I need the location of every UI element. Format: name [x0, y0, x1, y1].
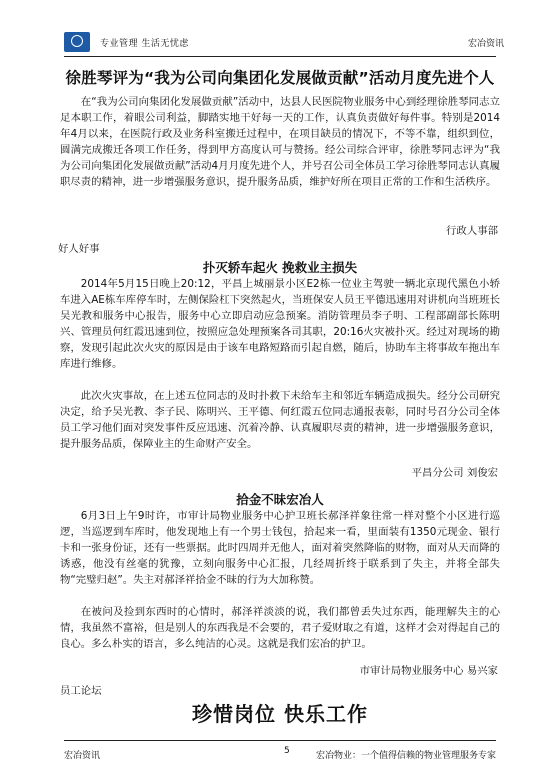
page-header — [64, 32, 504, 54]
article-title: 扑灭轿车起火 挽救业主损失 — [202, 260, 358, 275]
footer-divider — [64, 740, 496, 741]
article-paragraph: 在“我为公司向集团化发展做贡献”活动中，达县人民医院物业服务中心到经理徐胜琴同志立足本职工作，着眼公司利益，脚踏实地干好每一天的工作，认真负责做好每件事。特别是2014年4月以来，在医院行政及业务科室搬迁过程中，在项目缺员的情况下，不等不靠，组织到位，圆满完成搬迁各项工作任务，得到甲方高度认可与赞扬。经公司综合评审，徐胜琴同志评为“我为公司向集团化发展做贡献”活动4月月度先进个人，并号召公司全体员工学习徐胜琴同志认真履职尽责的精神，进一步增强服务意识，提升服务品质，维护好所在项目正常的工作和生活秩序。 — [60, 96, 500, 188]
page-number: 5 — [284, 746, 290, 756]
article-paragraph: 在被问及捡到东西时的心情时，郝泽祥淡淡的说，我们都曾丢失过东西，能理解失主的心情，我虽然不富裕，但是别人的东西我是不会要的，君子爱财取之有道，这样才会对得起自己的良心。多么朴实的语言，多么纯洁的心灵。这就是我们宏冶的护卫。 — [60, 606, 500, 650]
footer-slogan: 宏冶物业：一个值得信赖的物业管理服务专家 — [315, 751, 496, 761]
article-paragraph: 6月3日上午9时许，市审计局物业服务中心护卫班长郝泽祥象往常一样对整个小区进行巡逻，当巡逻到车库时，他发现地上有一个男士钱包，拾起来一看，里面装有1350元现金、银行卡和一张身份证，还有一些票据。此时四周并无他人，面对着突然降临的财物，面对从天而降的诱惑，他没有丝毫的犹豫，立刻向服务中心汇报，几经周折终于联系到了失主，并将全部失物“完璧归赵”。失主对郝泽祥拾金不昧的行为大加称赞。 — [60, 510, 500, 586]
header-publication-name: 宏冶资讯 — [467, 39, 504, 49]
article-title: 拾金不昧宏冶人 — [236, 492, 324, 507]
section-label: 好人好事 — [58, 243, 100, 255]
header-divider — [64, 56, 496, 57]
article-signature: 行政人事部 — [446, 225, 498, 237]
company-logo-icon — [64, 32, 90, 52]
article-paragraph: 此次火灾事故，在上述五位同志的及时扑救下未给车主和邻近车辆造成损失。经分公司研究决定，给予吴光教、李子民、陈明兴、王平德、何红霞五位同志通报表彰，同时号召分公司全体员工学习他们面对突发事件反应迅速、沉着冷静、认真履职尽责的精神，进一步增强服务意识，提升服务品质，保障业主的生命财产安全。 — [60, 390, 500, 450]
article-title: 珍惜岗位 快乐工作 — [192, 702, 368, 726]
article-paragraph: 2014年5月15日晚上20:12，平昌上城丽景小区E2栋一位业主驾驶一辆北京现代黑色小轿车进入AE栋车库停车时，左侧保险杠下突然起火，当班保安人员王平德迅速用对讲机向当班班长吴光教和服务中心报告，服务中心立即启动应急预案。消防管理员李子明、工程部副部长陈明兴、管理员何红霞迅速到位，按照应急处理预案各司其职，20:16火灾被扑灭。经过对现场的勘察，发现引起此次火灾的原因是由于该车电路短路而引起自燃，随后，协助车主将事故车拖出车库进行维修。 — [60, 278, 500, 370]
header-slogan: 专业管理 生活无忧虑 — [100, 39, 189, 49]
footer-publication-name: 宏冶资讯 — [64, 751, 101, 761]
article-title: 徐胜琴评为“我为公司向集团化发展做贡献”活动月度先进个人 — [65, 69, 495, 87]
article-signature: 市审计局物业服务中心 易兴家 — [359, 665, 498, 677]
article-signature: 平昌分公司 刘俊宏 — [411, 467, 498, 479]
section-label: 员工论坛 — [60, 685, 102, 697]
